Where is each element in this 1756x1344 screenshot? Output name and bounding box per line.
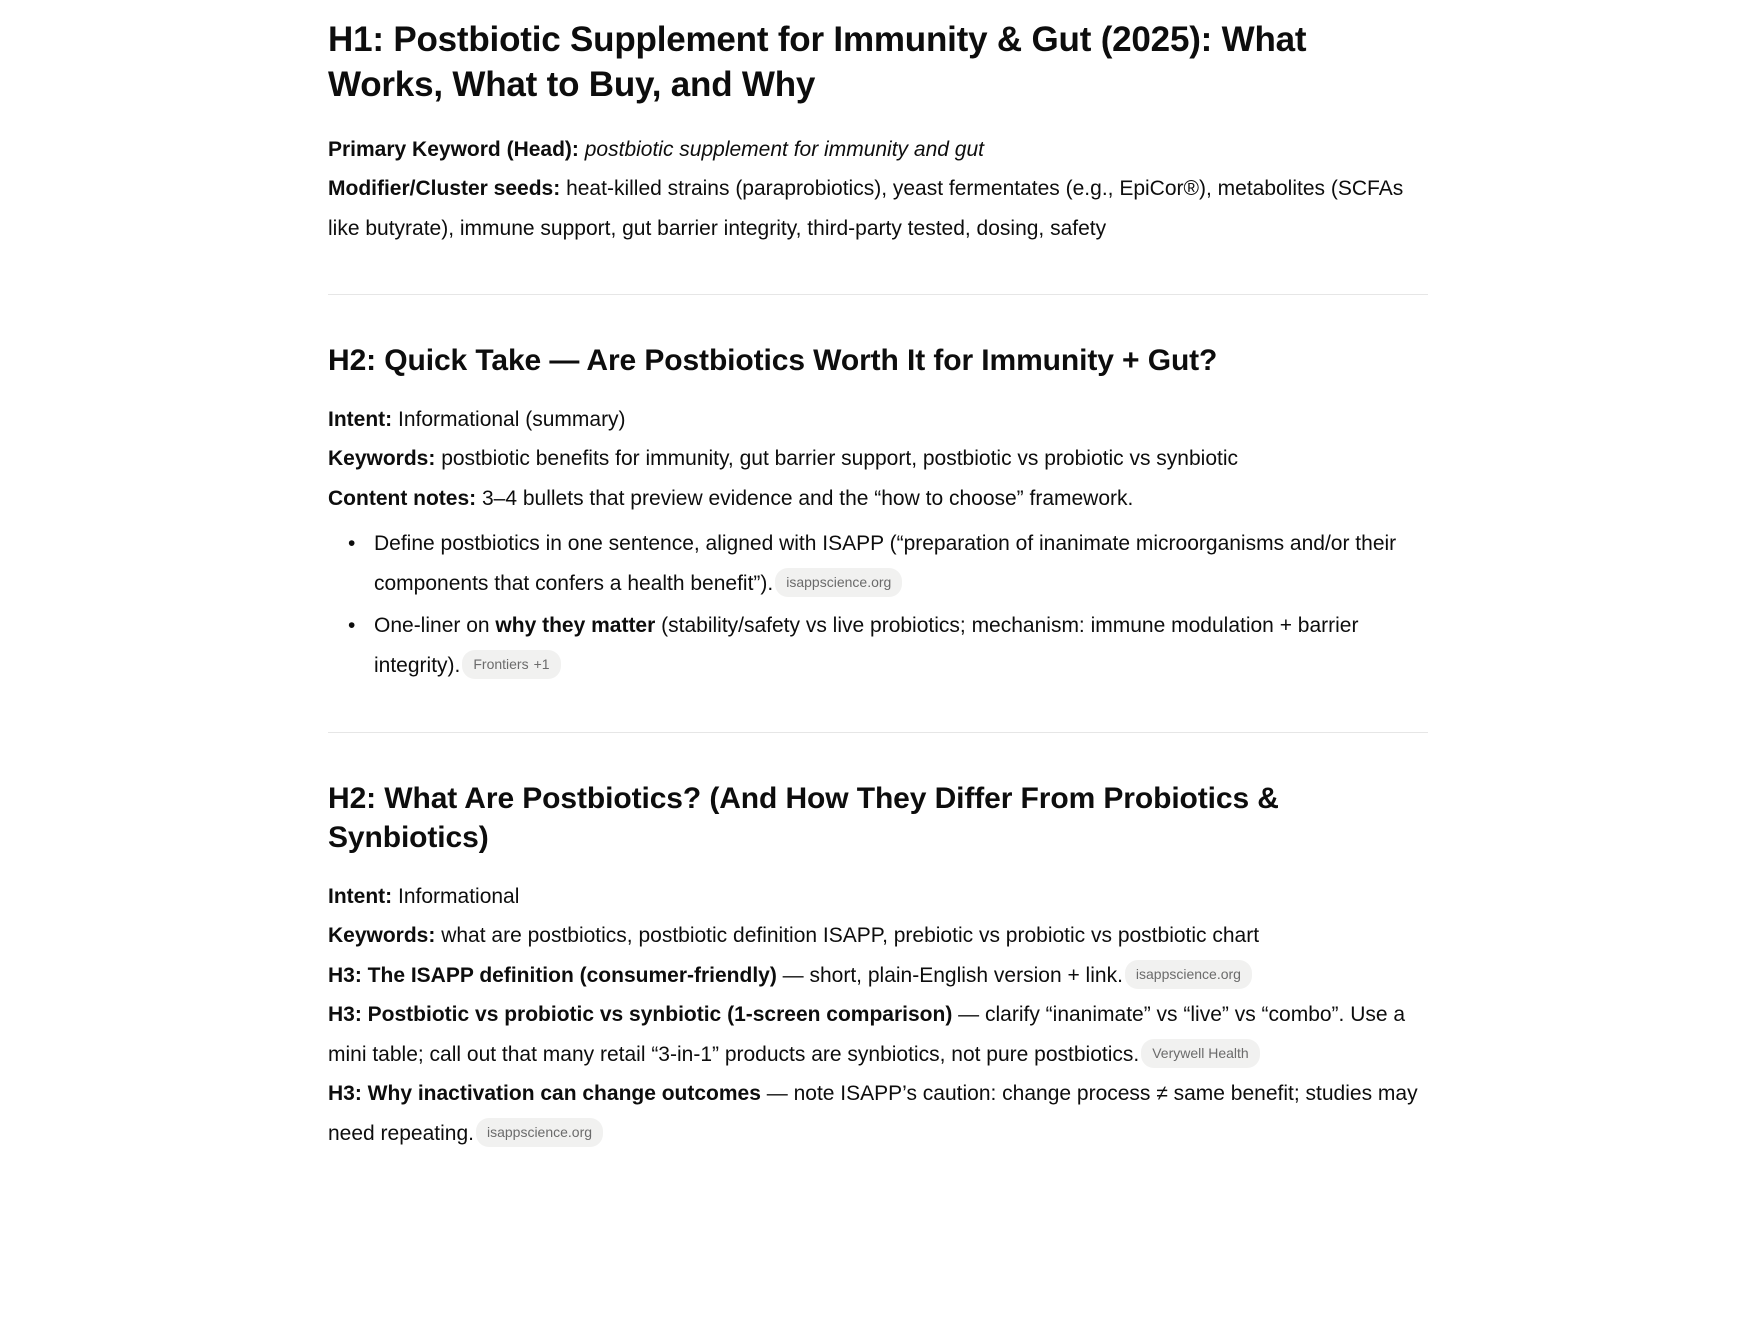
page-title: H1: Postbiotic Supplement for Immunity & Gut (2025): What Works, What to Buy, and Why (328, 20, 1307, 104)
primary-keyword-label: Primary Keyword (Head): (328, 137, 579, 161)
intent-value: Informational (summary) (398, 408, 626, 431)
modifier-cluster-value: heat-killed strains (paraprobiotics), yeast fermentates (e.g., EpiCor®), metabolites (SCFAs like butyrate), immune support, gut barrier integrity, third-party tested, dosing, safety (328, 177, 1404, 240)
h3-description: — note ISAPP’s caution: change process ≠ same benefit; studies may need repeating. (328, 1082, 1418, 1145)
keywords-value: what are postbiotics, postbiotic definition ISAPP, prebiotic vs probiotic vs postbiotic chart (441, 924, 1260, 948)
content-notes-value: 3–4 bullets that preview evidence and the “how to choose” framework. (482, 486, 1134, 510)
primary-keyword-value: postbiotic supplement for immunity and gut (584, 137, 984, 161)
section-h1 (328, 18, 1428, 248)
section-divider (328, 294, 1428, 295)
bullet-text-before: One-liner on (374, 614, 496, 638)
keywords-label: Keywords: (328, 924, 436, 948)
quick-take-intent-line (328, 400, 1428, 439)
citation-source: isappscience.org (486, 1123, 593, 1140)
postbiotics-intent-line (328, 877, 1428, 916)
citation-source: isappscience.org (1135, 965, 1241, 982)
quick-take-bullet-list (328, 524, 1428, 686)
h3-label: H3: The ISAPP definition (consumer-friendly) (328, 963, 777, 987)
what-are-postbiotics-heading: H2: What Are Postbiotics? (And How They Differ From Probiotics & Synbiotics) (328, 781, 1279, 854)
section-quick-take (328, 341, 1428, 686)
bullet-text-after: (stability/safety vs live probiotics; mechanism: immune modulation + barrier integrity). (374, 614, 1359, 678)
quick-take-keywords-line (328, 439, 1428, 478)
h3-description: — short, plain-English version + link. (776, 963, 1123, 987)
list-item (374, 606, 1428, 686)
h3-comparison-line (328, 995, 1428, 1074)
keywords-label: Keywords: (328, 447, 436, 471)
citation-chip-isappscience[interactable] (476, 1118, 603, 1147)
content-notes-label: Content notes: (328, 486, 477, 510)
modifier-cluster-label: Modifier/Cluster seeds: (328, 177, 561, 201)
section-what-are-postbiotics (328, 779, 1428, 1153)
intent-label: Intent: (328, 884, 393, 908)
section-divider (328, 732, 1428, 733)
intent-label: Intent: (328, 408, 393, 431)
citation-chip-verywell-health[interactable] (1141, 1039, 1260, 1068)
document-content (328, 0, 1428, 1153)
keywords-value: postbiotic benefits for immunity, gut barrier support, postbiotic vs probiotic vs synbiotic (441, 447, 1238, 471)
h3-description: — clarify “inanimate” vs “live” vs “combo”. Use a mini table; call out that many retail “3-in-1” products are synbiotics, not pure postbiotics. (328, 1003, 1406, 1066)
h3-label: H3: Why inactivation can change outcomes (328, 1082, 761, 1106)
quick-take-heading: H2: Quick Take — Are Postbiotics Worth It for Immunity + Gut? (328, 344, 1218, 377)
h3-label: H3: Postbiotic vs probiotic vs synbiotic (1-screen comparison) (328, 1003, 953, 1027)
citation-source: Frontiers (473, 656, 529, 673)
primary-keyword-line (328, 130, 1428, 169)
h3-isapp-definition-line (328, 956, 1428, 995)
citation-chip-isappscience[interactable] (775, 568, 902, 597)
modifier-cluster-line (328, 169, 1428, 248)
bullet-text-before: Define postbiotics in one sentence, aligned with ISAPP (“preparation of inanimate microorganisms and/or their components that confers a health benefit”). (374, 532, 1397, 596)
bullet-bold-text: why they matter (495, 614, 656, 638)
citation-chip-isappscience[interactable] (1125, 960, 1252, 989)
citation-chip-frontiers[interactable] (462, 650, 560, 679)
citation-extra-count: +1 (533, 656, 550, 673)
citation-source: isappscience.org (786, 574, 892, 591)
intent-value: Informational (398, 884, 520, 908)
h3-inactivation-line (328, 1074, 1428, 1153)
postbiotics-keywords-line (328, 916, 1428, 955)
citation-source: Verywell Health (1152, 1044, 1249, 1061)
quick-take-content-notes-line (328, 479, 1428, 518)
list-item (374, 524, 1428, 604)
